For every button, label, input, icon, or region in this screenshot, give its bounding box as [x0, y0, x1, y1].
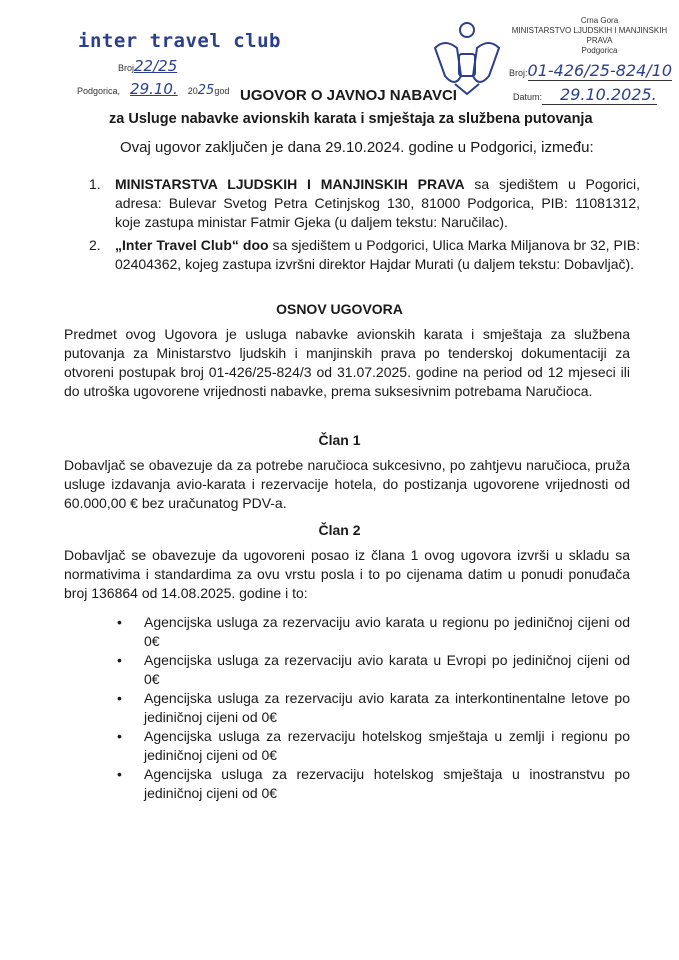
- party-number: 1.: [89, 176, 101, 192]
- document-title: UGOVOR O JAVNOJ NABAVCI: [240, 87, 457, 104]
- party-text: sa sjedištem u Podgorici, Ulica Marka Miljanova br 32, PIB: 02404362, kojeg zastupa izvršni direktor Hajdar Murati (u daljem tekstu: Dobavljač).: [115, 237, 640, 272]
- date-value: 29.10.: [130, 80, 178, 98]
- stamp-city: Podgorica: [581, 46, 618, 55]
- osnov-heading: OSNOV UGOVORA: [276, 301, 403, 317]
- stamp-ministry2: PRAVA: [586, 36, 613, 45]
- price-list: [117, 613, 630, 803]
- year-value: 25: [197, 83, 215, 98]
- osnov-text: Predmet ovog Ugovora je usluga nabavke avionskih karata i smještaja za službena putovanja za Ministarstvo ljudskih i manjinskih prava po tenderskoj dokumentaciji za otvoreni postupak broj 01-426/25-824/3 od 31.07.2025. godine na period od 12 mjeseci ili do utroška ugovorene vrijednosti nabavke, prema suksesivnim potrebama Naručioca.: [64, 326, 630, 399]
- stamp-ministry: MINISTARSTVO LJUDSKIH I MANJINSKIH: [511, 26, 668, 35]
- party-number: 2.: [89, 237, 101, 253]
- ministry-broj-label: Broj:: [509, 68, 528, 78]
- datum-label: Datum:: [513, 92, 543, 102]
- party-name: „Inter Travel Club“ doo: [115, 237, 269, 253]
- ministry-datum: [513, 84, 657, 108]
- list-item: • Agencijska usluga za rezervaciju hotelskog smještaja u inostranstvu po jediničnoj cijeni od 0€: [117, 765, 630, 803]
- ministry-broj: [509, 60, 672, 84]
- company-date: [77, 79, 229, 101]
- list-item: • Agencijska usluga za rezervaciju hotelskog smještaja u zemlji i regionu po jediničnoj cijeni od 0€: [117, 727, 630, 765]
- party-2: [89, 236, 640, 274]
- list-item: • Agencijska usluga za rezervaciju avio karata u regionu po jediničnoj cijeni od 0€: [117, 613, 630, 651]
- broj-value: 22/25: [134, 57, 178, 75]
- clan1-text: Dobavljač se obavezuje da za potrebe naručioca sukcesivno, po zahtjevu naručioca, pruža usluge izdavanja avio-karata i rezervacije hotela, do postizanja ugovorene vrijednosti od 60.000,00 € bez uračunatog PDV-a.: [64, 457, 630, 511]
- place-label: Podgorica,: [77, 86, 121, 96]
- clan1-heading: Član 1: [318, 432, 361, 448]
- year-prefix: 20: [187, 86, 198, 96]
- party-name: MINISTARSTVA LJUDSKIH I MANJINSKIH PRAVA: [115, 176, 465, 192]
- intro-text: Ovaj ugovor zaključen je dana 29.10.2024. godine u Podgorici, između:: [120, 139, 594, 156]
- clan2-text: Dobavljač se obavezuje da ugovoreni posao iz člana 1 ovog ugovora izvrši u skladu sa normativima i standardima za ovu vrstu posla i to po cijenama datim u ponudi ponuđača broj 136864 od 14.08.2025. godine i to:: [64, 547, 630, 601]
- party-text: sa sjedištem u Pogorici, adresa: Bulevar Svetog Petra Cetinjskog 130, 81000 Podgorica, PIB: 11081312, koje zastupa ministar Fatmir Gjeka (u daljem tekstu: Naručilac).: [115, 176, 641, 230]
- company-stamp-name: inter travel club: [78, 30, 281, 52]
- broj-label: Broj: [118, 63, 135, 73]
- datum-value: 29.10.2025.: [542, 85, 657, 105]
- ministry-broj-value: 01-426/25-824/10: [527, 61, 672, 80]
- coat-of-arms-icon: [425, 18, 510, 98]
- document-body: [0, 138, 679, 803]
- list-item: • Agencijska usluga za rezervaciju avio karata u Evropi po jediničnoj cijeni od 0€: [117, 651, 630, 689]
- company-broj: [118, 56, 177, 78]
- year-suffix: god: [214, 86, 230, 96]
- party-1: [89, 175, 640, 232]
- stamp-country: Crna Gora: [580, 16, 619, 25]
- ministry-stamp: [511, 16, 679, 56]
- document-subtitle: za Usluge nabavke avionskih karata i smještaja za službena putovanja: [109, 111, 593, 127]
- list-item: • Agencijska usluga za rezervaciju avio karata za interkontinentalne letove po jediničnoj cijeni od 0€: [117, 689, 630, 727]
- clan2-heading: Član 2: [318, 522, 361, 538]
